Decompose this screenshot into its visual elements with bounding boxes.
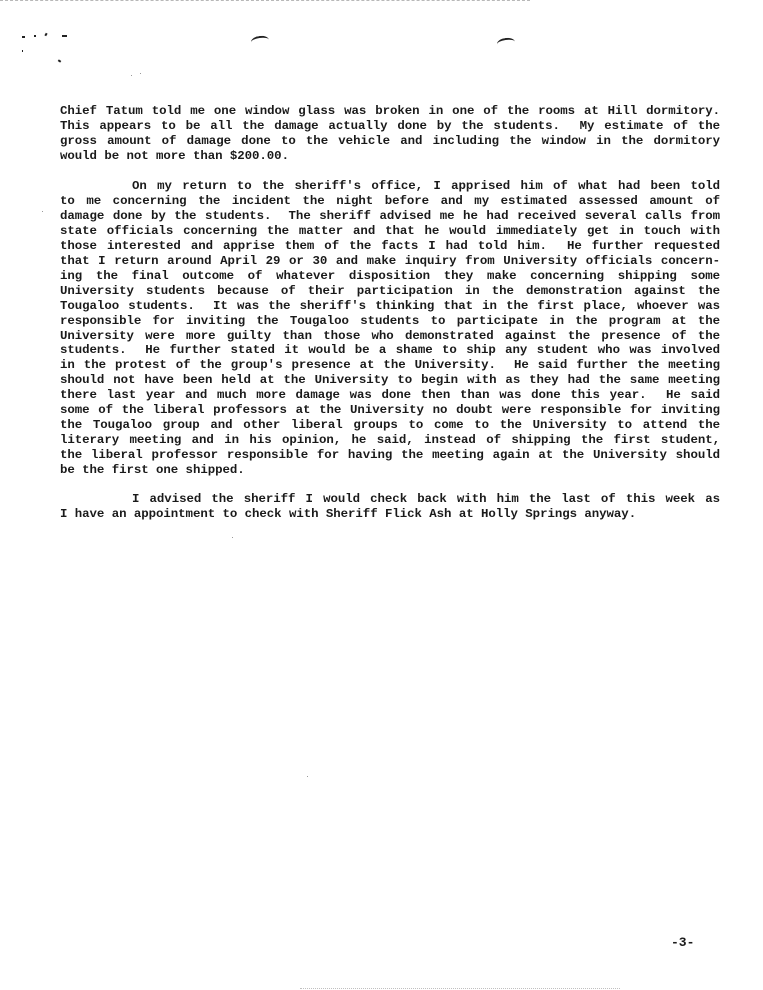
paragraph-2 bbox=[60, 179, 720, 478]
text-line: students. He further stated it would be a shame to ship any student who was involved bbox=[60, 343, 720, 358]
text-line: in the protest of the group's presence at the University. He said further the meeting bbox=[60, 358, 720, 373]
text-line: gross amount of damage done to the vehicle and including the window in the dormitory bbox=[60, 133, 720, 148]
text-line: Tougaloo students. It was the sheriff's thinking that in the first place, whoever was bbox=[60, 298, 720, 313]
text-line: state officials concerning the matter and that he would immediately get in touch with bbox=[60, 223, 720, 238]
text-line: some of the liberal professors at the University no doubt were responsible for inviting bbox=[60, 403, 720, 418]
text-line: On my return to the sheriff's office, I apprised him of what had been told bbox=[132, 179, 720, 193]
paragraph-3 bbox=[60, 492, 720, 522]
scan-speck bbox=[307, 776, 308, 777]
text-line: University students because of their participation in the demonstration against the bbox=[60, 283, 720, 298]
text-line: be the first one shipped. bbox=[60, 463, 245, 478]
text-line: This appears to be all the damage actually done by the students. My estimate of the bbox=[60, 118, 720, 133]
text-line: responsible for inviting the Tougaloo students to participate in the program at the bbox=[60, 313, 720, 328]
text-line: I advised the sheriff I would check back with him the last of this week as bbox=[132, 492, 720, 506]
text-line: the Tougaloo group and other liberal groups to come to the University to attend the bbox=[60, 418, 720, 433]
page-number: -3- bbox=[671, 935, 695, 950]
scan-speck bbox=[22, 50, 23, 52]
text-line: would be not more than $200.00. bbox=[60, 148, 289, 163]
text-line: to me concerning the incident the night before and my estimated assessed amount of bbox=[60, 193, 720, 208]
paragraph-1 bbox=[60, 104, 720, 164]
binder-hole-mark-right bbox=[496, 37, 515, 49]
text-line: should not have been held at the University to begin with as they had the same meeting bbox=[60, 373, 720, 388]
text-line: that I return around April 29 or 30 and make inquiry from University officials concern- bbox=[60, 253, 720, 268]
text-line: I have an appointment to check with Sheriff Flick Ash at Holly Springs anyway. bbox=[60, 506, 637, 521]
text-line: literary meeting and in his opinion, he said, instead of shipping the first student, bbox=[60, 433, 720, 448]
scan-speck bbox=[232, 537, 233, 538]
scan-speck bbox=[58, 59, 62, 62]
scan-speck bbox=[44, 33, 47, 37]
binder-hole-mark-left bbox=[250, 35, 269, 47]
top-edge-dashes bbox=[0, 0, 530, 2]
text-line: Chief Tatum told me one window glass was broken in one of the rooms at Hill dormitory. bbox=[60, 104, 720, 118]
text-line: there last year and much more damage was done then than was done this year. He said bbox=[60, 388, 720, 403]
text-line: those interested and apprise them of the facts I had told him. He further requested bbox=[60, 238, 720, 253]
text-line: University were more guilty than those who demonstrated against the presence of the bbox=[60, 328, 720, 343]
text-line: damage done by the students. The sheriff advised me he had received several calls from bbox=[60, 208, 720, 223]
scan-speck bbox=[131, 75, 132, 76]
text-line: ing the final outcome of whatever disposition they make concerning shipping some bbox=[60, 268, 720, 283]
scan-speck bbox=[34, 35, 36, 37]
scan-speck bbox=[22, 36, 25, 38]
text-line: the liberal professor responsible for having the meeting again at the University should bbox=[60, 448, 720, 463]
scan-speck bbox=[42, 211, 43, 212]
scan-speck bbox=[62, 35, 67, 37]
scan-speck bbox=[140, 73, 141, 74]
